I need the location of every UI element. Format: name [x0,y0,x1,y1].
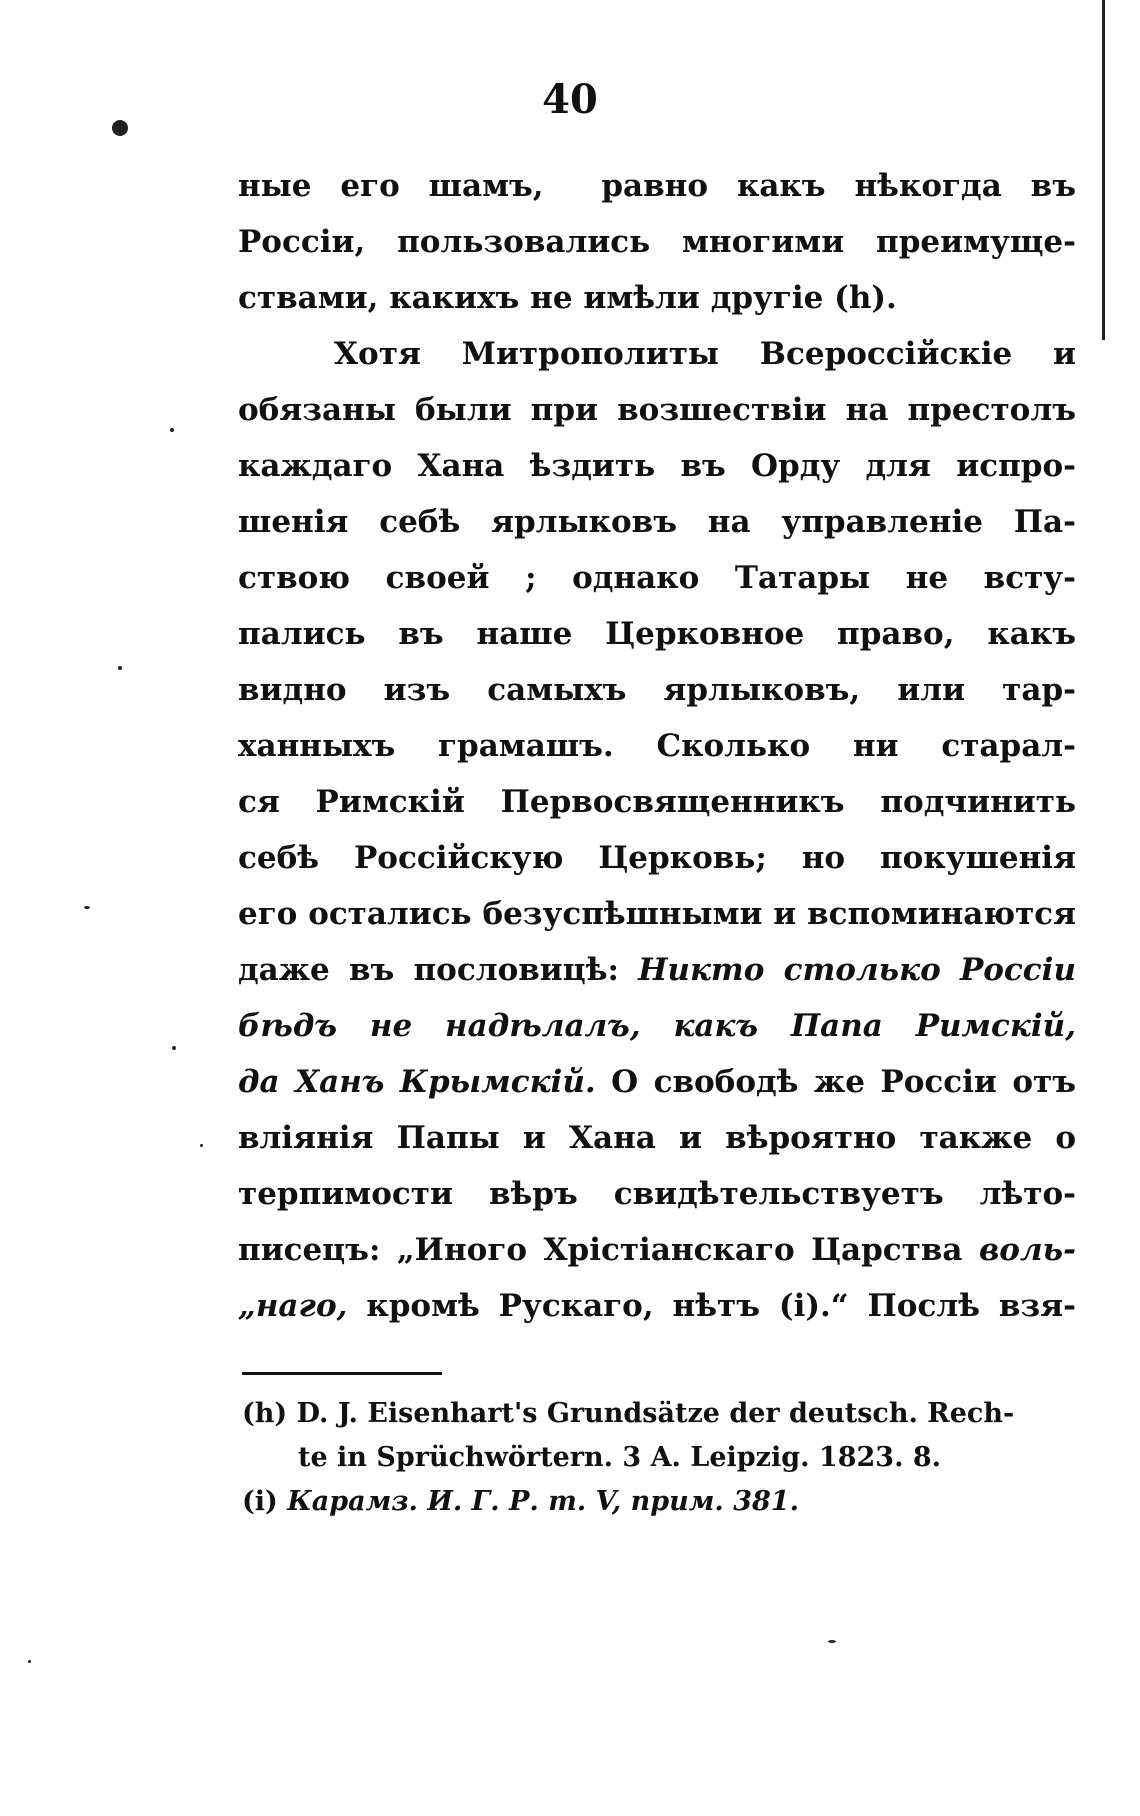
italic-text: воль- [978,1232,1076,1268]
text-segment: кромѣ Рускаго, нѣтъ (i).“ Послѣ взя- [347,1288,1076,1324]
footnote-text: D. J. Eisenhart's Grundsätze der deutsch. Rech- [296,1398,1015,1429]
text-line [238,382,1076,438]
text-segment: вліянія Папы и Хана и вѣроятно также о [238,1120,1076,1156]
text-segment: пались въ наше Церковное право, какъ [238,616,1076,652]
text-line [238,550,1076,606]
text-line [238,438,1076,494]
ink-speck [172,1046,176,1050]
text-line [238,214,1076,270]
footnote-label: (h) [242,1398,297,1429]
ink-speck [118,666,122,670]
text-segment: Россіи, пользовались многими преимуще- [238,224,1076,260]
text-segment: даже въ пословицѣ: [238,952,639,988]
text-line [238,270,1076,326]
ink-speck [112,120,128,136]
text-line [238,662,1076,718]
text-segment: писецъ: „Иного Хрістіанскаго Царства [238,1232,979,1268]
italic-text: да Ханъ Крымскій. [238,1064,596,1100]
footnotes [242,1392,1076,1524]
text-line [238,1166,1076,1222]
text-segment: видно изъ самыхъ ярлыковъ, или тар- [238,672,1076,708]
text-segment: О свободѣ же Россіи отъ [595,1064,1076,1100]
ink-speck [170,428,174,432]
italic-text: Никто столько Россіи [638,952,1076,988]
text-line [238,774,1076,830]
page-edge-line [1102,0,1105,340]
footnote-text: te in Sprüchwörtern. 3 A. Leipzig. 1823. 8. [298,1442,942,1473]
footnote-separator [242,1372,442,1375]
ink-speck [828,1640,836,1643]
ink-speck [84,906,90,909]
text-segment: Хотя Митрополиты Всероссійскіе и [334,336,1076,372]
text-line [238,606,1076,662]
text-segment: шенія себѣ ярлыковъ на управленіе Па- [238,504,1076,540]
text-line [238,326,1076,382]
footnote-text: Карамз. И. Г. Р. т. V, прим. 381. [287,1486,799,1517]
ink-speck [28,1660,31,1663]
text-line [238,1222,1076,1278]
text-line [238,718,1076,774]
text-segment: его остались безуспѣшными и вспоминаются [238,896,1076,932]
italic-text: бѣдъ не надѣлалъ, какъ Папа Римскій, [238,1008,1076,1044]
text-line [238,1054,1076,1110]
text-segment: каждаго Хана ѣздить въ Орду для испро- [238,448,1076,484]
text-segment: терпимости вѣръ свидѣтельствуетъ лѣто- [238,1176,1076,1212]
text-segment: себѣ Россійскую Церковь; но покушенія [238,840,1076,876]
text-line [238,1278,1076,1334]
text-line [238,830,1076,886]
text-line [238,886,1076,942]
text-segment: ствою своей ; однако Татары не всту- [238,560,1076,596]
text-line [238,1110,1076,1166]
text-segment: ные его шамъ, равно какъ нѣкогда въ [238,168,1076,204]
italic-text: „наго, [238,1288,348,1324]
text-segment: ствами, какихъ не имѣли другіе (h). [238,280,897,316]
text-segment: ханныхъ грамашъ. Сколько ни старал- [238,728,1076,764]
text-line [238,494,1076,550]
footnote-line [242,1436,1076,1480]
footnote-line [242,1392,1076,1436]
main-text [238,158,1076,1334]
text-segment: обязаны были при возшествіи на престолъ [238,392,1076,428]
text-line [238,998,1076,1054]
footnote-label: (i) [242,1486,288,1517]
text-line [238,158,1076,214]
text-line [238,942,1076,998]
footnote-line [242,1480,1076,1524]
ink-speck [200,1144,203,1147]
text-segment: ся Римскій Первосвященникъ подчинить [238,784,1076,820]
page-number: 40 [542,76,598,123]
